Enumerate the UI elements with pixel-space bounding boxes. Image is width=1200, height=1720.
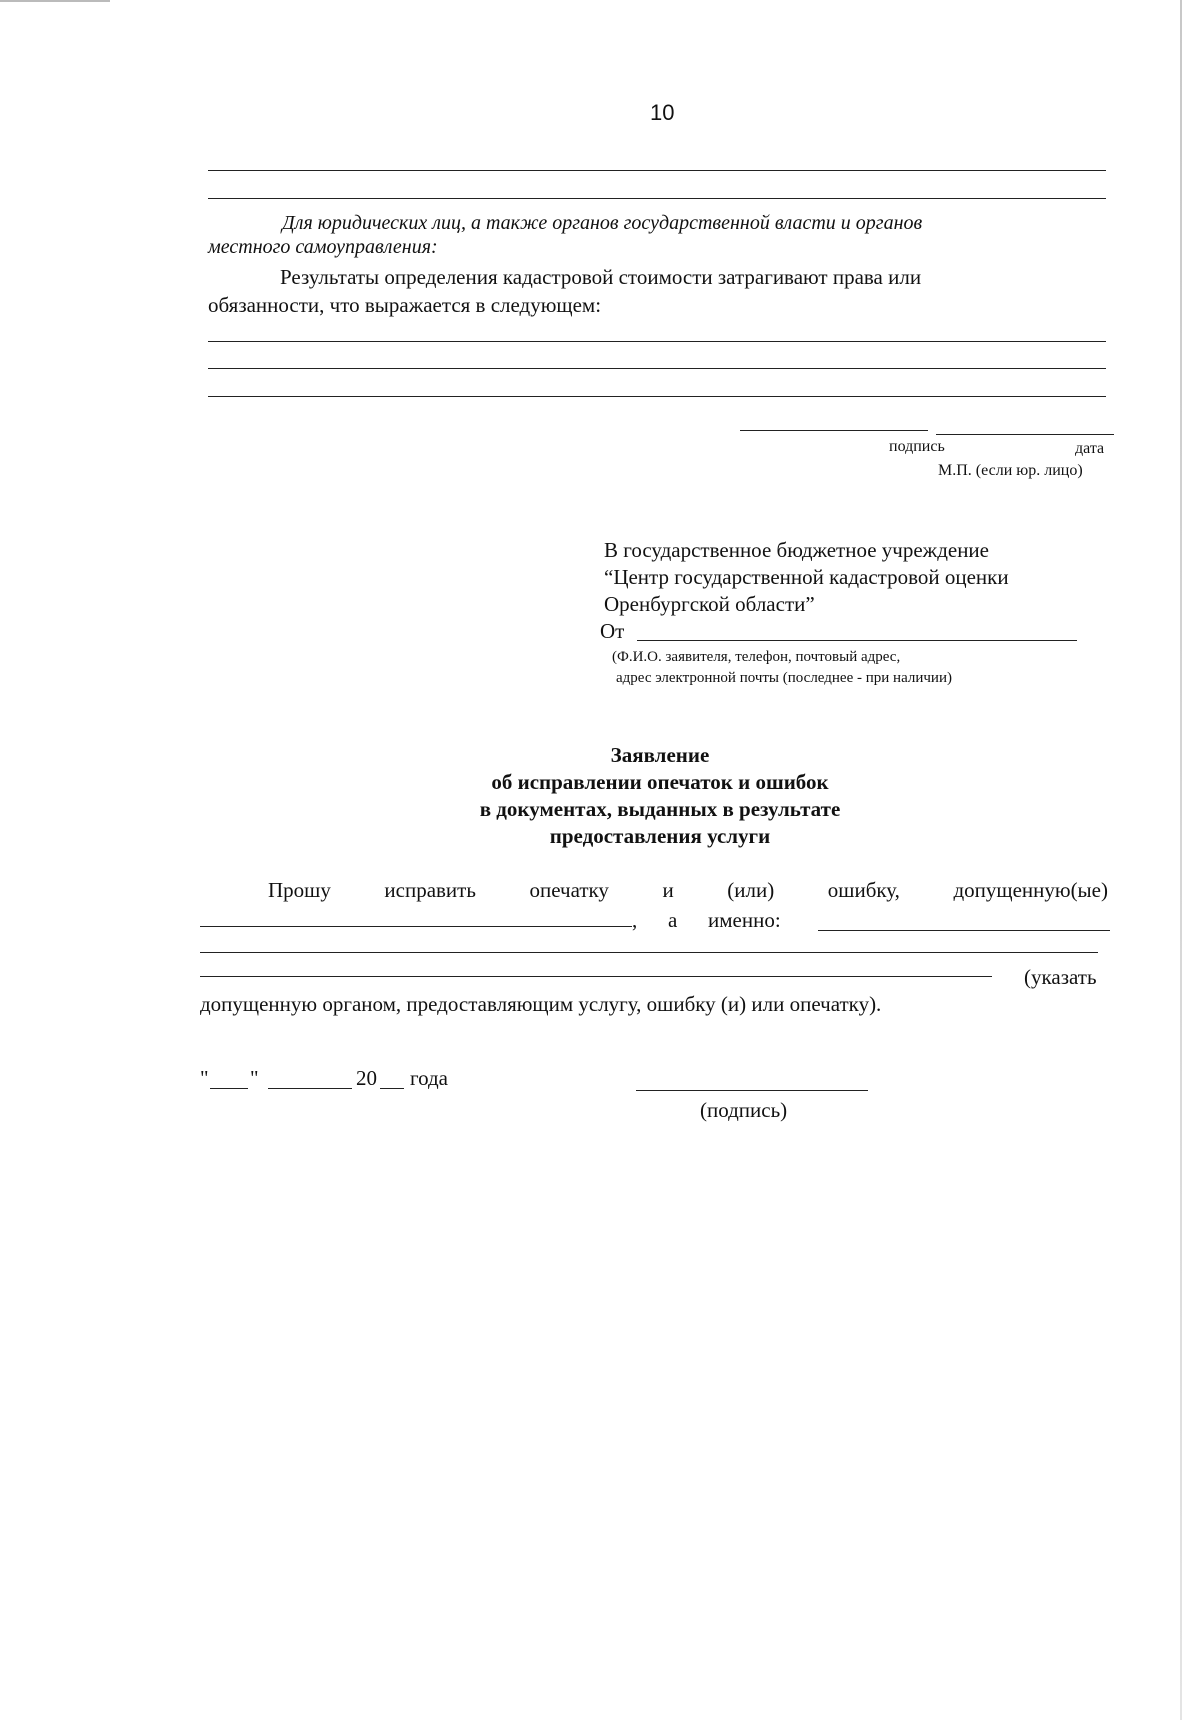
- date-year-word: года: [410, 1066, 448, 1090]
- footer-signature-label: (подпись): [700, 1098, 788, 1122]
- results-line1: Результаты определения кадастровой стоимости затрагивают права или: [280, 265, 922, 289]
- request-specify: (указать: [1024, 965, 1097, 989]
- blank-line-results-1: [208, 341, 1106, 342]
- addressee-line2: “Центр государственной кадастровой оценки: [604, 565, 1009, 589]
- request-blank-line-2: [818, 930, 1110, 931]
- signature-line: [740, 430, 928, 431]
- applicant-hint-line1: (Ф.И.О. заявителя, телефон, почтовый адрес,: [612, 649, 901, 665]
- page-number: 10: [650, 100, 675, 125]
- legal-intro-line1: Для юридических лиц, а также органов государственной власти и органов: [282, 212, 923, 234]
- request-word: (или): [727, 878, 775, 902]
- blank-line-results-2: [208, 368, 1106, 369]
- blank-line-results-3: [208, 396, 1106, 397]
- request-word: опечатку: [529, 878, 609, 902]
- addressee-line3: Оренбургской области”: [604, 592, 815, 616]
- stamp-label: М.П. (если юр. лицо): [938, 462, 1083, 479]
- request-word: допущенную(ые): [953, 878, 1108, 902]
- request-word: Прошу: [268, 878, 331, 902]
- date-quote-open: ": [200, 1066, 209, 1090]
- blank-line-top-2: [208, 198, 1106, 199]
- addressee-line1: В государственное бюджетное учреждение: [604, 538, 989, 562]
- date-year-prefix: 20: [356, 1066, 377, 1090]
- results-line2: обязанности, что выражается в следующем:: [208, 293, 602, 317]
- request-namely: именно:: [708, 908, 781, 932]
- request-word: ошибку,: [827, 878, 900, 902]
- request-blank-line-1: [200, 926, 632, 927]
- title-line1: Заявление: [610, 743, 710, 767]
- legal-intro-line2: местного самоуправления:: [208, 236, 438, 258]
- date-year-line: [380, 1088, 404, 1089]
- document-title: [280, 742, 1040, 850]
- request-comma: ,: [632, 908, 638, 932]
- request-word: исправить: [384, 878, 476, 902]
- request-last-line: допущенную органом, предоставляющим услугу, ошибку (и) или опечатку).: [200, 992, 882, 1016]
- signature-label: подпись: [889, 438, 945, 455]
- from-line: [637, 640, 1077, 641]
- title-line2: об исправлении опечаток и ошибок: [491, 770, 829, 794]
- request-first-line: [268, 878, 1108, 903]
- request-blank-line-4: [200, 976, 992, 977]
- title-line4: предоставления услуги: [549, 824, 771, 848]
- request-word: и: [662, 878, 674, 902]
- date-quote-close: ": [250, 1066, 259, 1090]
- date-day-line: [210, 1088, 248, 1089]
- from-label: От: [600, 619, 625, 643]
- request-blank-line-3: [200, 952, 1098, 953]
- scan-edge-line: [1180, 0, 1182, 1720]
- date-line: [936, 434, 1114, 435]
- scan-edge-mark: [0, 0, 110, 2]
- title-line3: в документах, выданных в результате: [479, 797, 841, 821]
- applicant-hint-line2: адрес электронной почты (последнее - при наличии): [616, 670, 952, 686]
- request-a-word: а: [668, 908, 678, 932]
- footer-signature-line: [636, 1090, 868, 1091]
- date-month-line: [268, 1088, 352, 1089]
- blank-line-top-1: [208, 170, 1106, 171]
- date-label: дата: [1075, 440, 1105, 457]
